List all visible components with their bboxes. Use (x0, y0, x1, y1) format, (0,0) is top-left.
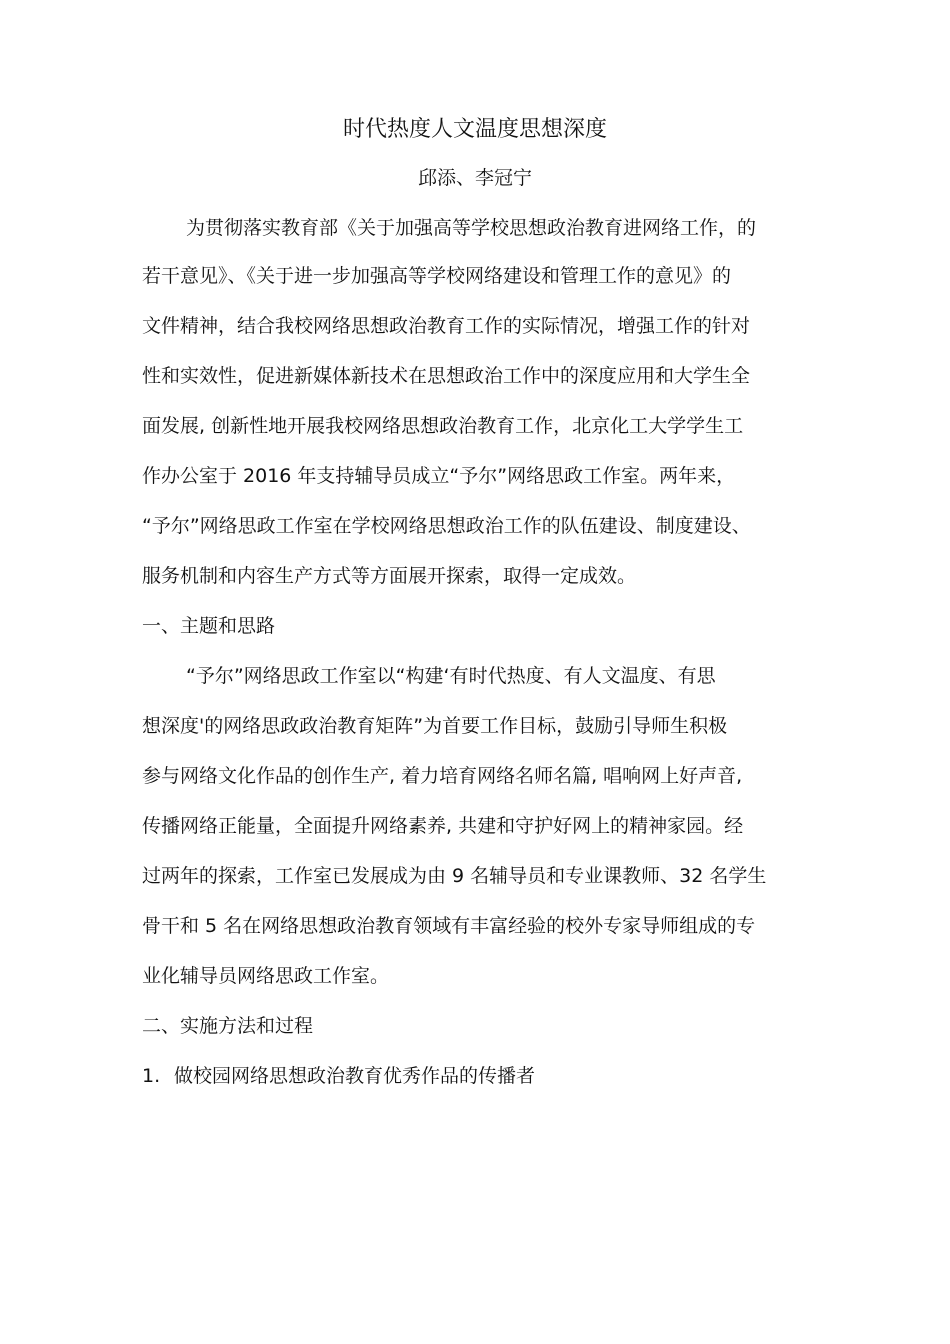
list-item-number: 1. (142, 1065, 161, 1087)
intro-line: 服务机制和内容生产方式等方面展开探索，取得一定成效。 (142, 565, 637, 587)
intro-line: 为贯彻落实教育部《关于加强高等学校思想政治教育进网络工作，的 (186, 217, 757, 239)
section-heading-1: 一、主题和思路 (142, 615, 276, 637)
section-heading-2: 二、实施方法和过程 (142, 1015, 314, 1037)
section1-line: 骨干和 5 名在网络思想政治教育领域有丰富经验的校外专家导师组成的专 (142, 915, 756, 937)
intro-line: “予尔”网络思政工作室在学校网络思想政治工作的队伍建设、制度建设、 (142, 515, 751, 537)
intro-line: 文件精神，结合我校网络思想政治教育工作的实际情况，增强工作的针对 (142, 315, 751, 337)
section1-line: 想深度'的网络思政政治教育矩阵”为首要工作目标，鼓励引导师生积极 (142, 715, 728, 737)
intro-line: 作办公室于 2016 年支持辅导员成立“予尔”网络思政工作室。两年来， (142, 465, 736, 487)
document-title: 时代热度人文温度思想深度 (342, 117, 607, 142)
intro-line: 若干意见》、《关于进一步加强高等学校网络建设和管理工作的意见》的 (142, 265, 732, 287)
intro-line: 面发展, 创新性地开展我校网络思想政治教育工作，北京化工大学学生工 (142, 415, 744, 437)
section1-line: “予尔”网络思政工作室以“构建‘有时代热度、有人文温度、有思 (186, 665, 716, 687)
section1-line: 业化辅导员网络思政工作室。 (142, 965, 390, 987)
intro-line: 性和实效性，促进新媒体新技术在思想政治工作中的深度应用和大学生全 (142, 365, 751, 387)
list-item-text: 做校园网络思想政治教育优秀作品的传播者 (174, 1065, 536, 1087)
section1-line: 参与网络文化作品的创作生产, 着力培育网络名师名篇, 唱响网上好声音, (142, 765, 743, 787)
section1-line: 传播网络正能量，全面提升网络素养, 共建和守护好网上的精神家园。经 (142, 815, 744, 837)
document-authors: 邱添、李冠宁 (417, 167, 532, 189)
section1-line: 过两年的探索，工作室已发展成为由 9 名辅导员和专业课教师、32 名学生 (142, 865, 767, 887)
